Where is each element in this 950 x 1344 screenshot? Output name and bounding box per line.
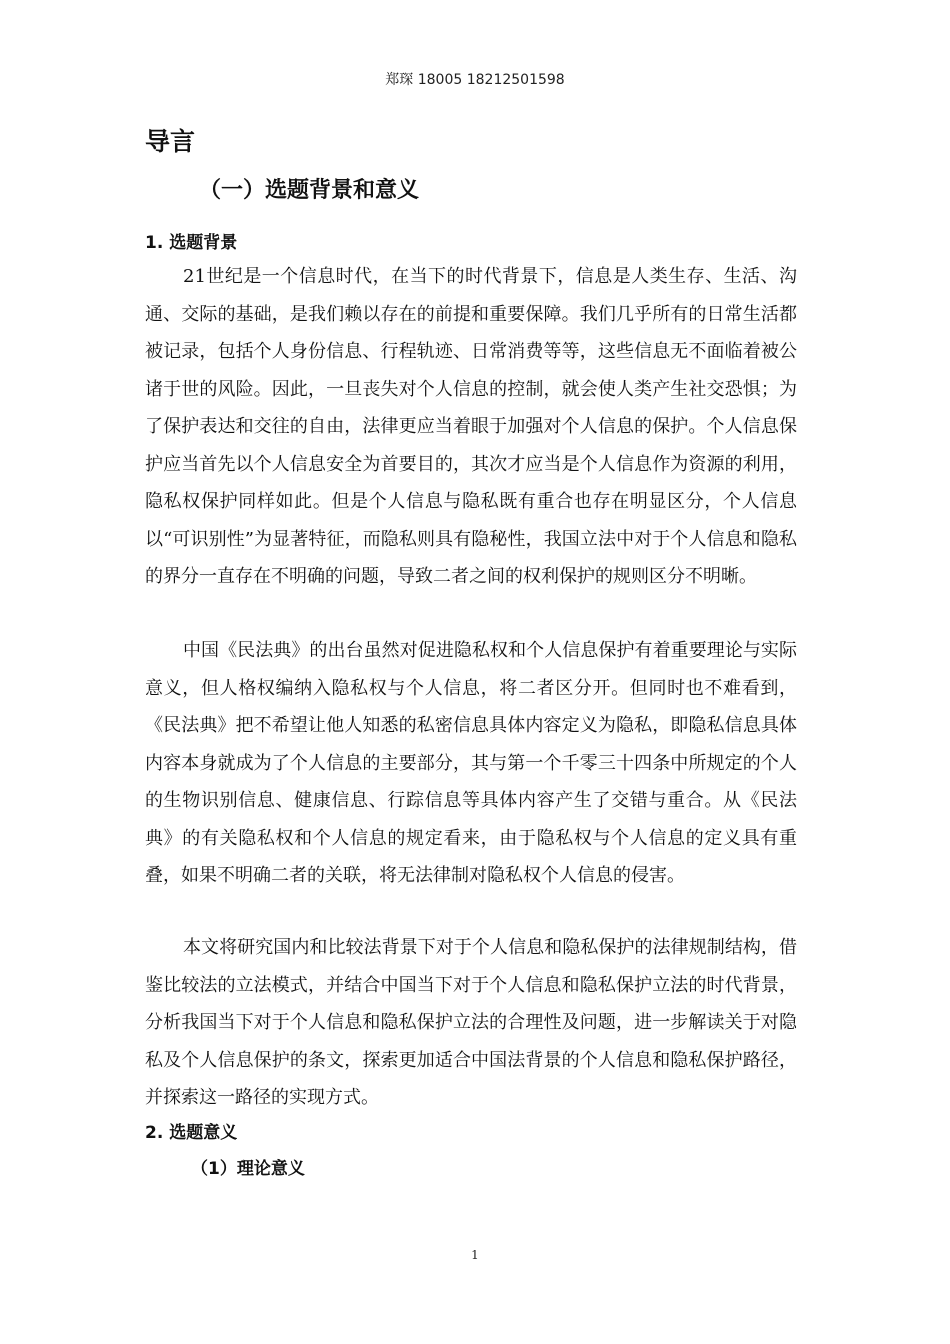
section-heading: （一）选题背景和意义 xyxy=(199,178,420,203)
subsection-heading-background: 1. 选题背景 xyxy=(145,233,238,253)
page-number: 1 xyxy=(471,1248,479,1262)
document-title: 导言 xyxy=(145,127,196,156)
item-heading-theoretical: （1）理论意义 xyxy=(191,1159,305,1179)
page-header-contact: 郑琛 18005 18212501598 xyxy=(385,72,565,88)
subsection-heading-significance: 2. 选题意义 xyxy=(145,1123,238,1143)
paragraph-1: 21世纪是一个信息时代，在当下的时代背景下，信息是人类生存、生活、沟通、交际的基础，是我们赖以存在的前提和重要保障。我们几乎所有的日常生活都被记录，包括个人身份信息、行程轨迹、日常消费等等，这些信息无不面临着被公诸于世的风险。因此，一旦丧失对个人信息的控制，就会使人类产生社交恐惧；为了保护表达和交往的自由，法律更应当着眼于加强对个人信息的保护。个人信息保护应当首先以个人信息安全为首要目的，其次才应当是个人信息作为资源的利用，隐私权保护同样如此。但是个人信息与隐私既有重合也存在明显区分，个人信息以“可识别性”为显著特征，而隐私则具有隐秘性，我国立法中对于个人信息和隐私的界分一直存在不明确的问题，导致二者之间的权利保护的规则区分不明晰。 xyxy=(145,266,797,587)
paragraph-2: 中国《民法典》的出台虽然对促进隐私权和个人信息保护有着重要理论与实际意义，但人格权编纳入隐私权与个人信息，将二者区分开。但同时也不难看到，《民法典》把不希望让他人知悉的私密信息具体内容定义为隐私，即隐私信息具体内容本身就成为了个人信息的主要部分，其与第一个千零三十四条中所规定的个人的生物识别信息、健康信息、行踪信息等具体内容产生了交错与重合。从《民法典》的有关隐私权和个人信息的规定看来，由于隐私权与个人信息的定义具有重叠，如果不明确二者的关联，将无法律制对隐私权个人信息的侵害。 xyxy=(145,640,797,886)
paragraph-3: 本文将研究国内和比较法背景下对于个人信息和隐私保护的法律规制结构，借鉴比较法的立法模式，并结合中国当下对于个人信息和隐私保护立法的时代背景，分析我国当下对于个人信息和隐私保护立法的合理性及问题，进一步解读关于对隐私及个人信息保护的条文，探索更加适合中国法背景的个人信息和隐私保护路径，并探索这一路径的实现方式。 xyxy=(145,937,797,1108)
